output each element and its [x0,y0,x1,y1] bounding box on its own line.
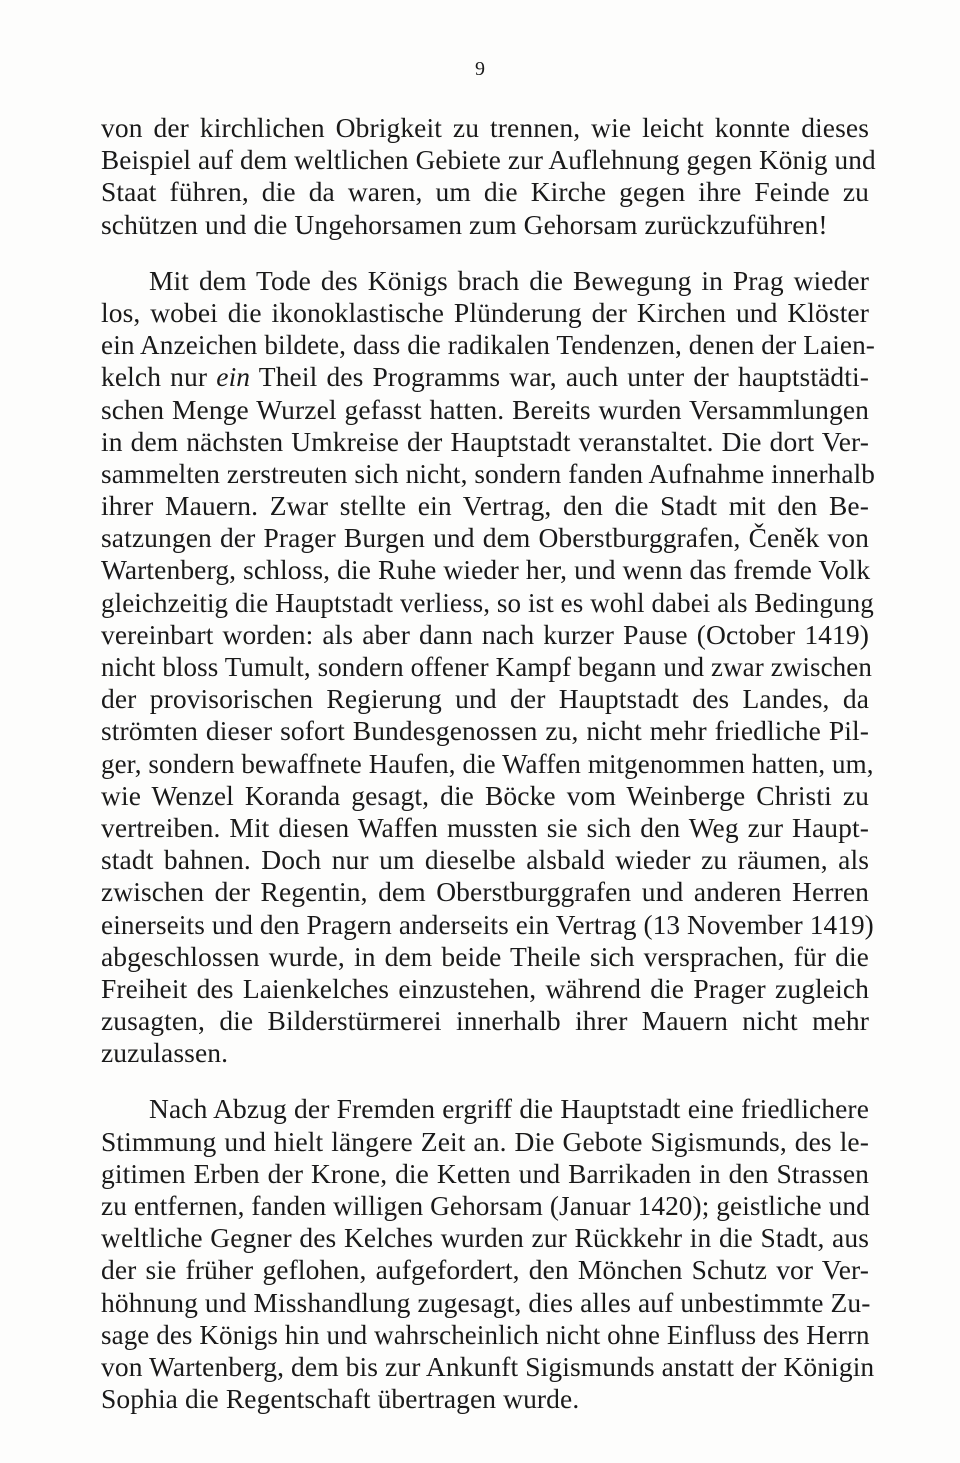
text-line: nicht bloss Tumult, sondern offener Kampf begann und zwar zwischen [101,652,872,682]
emphasis: ein [216,361,251,393]
text-line: einerseits und den Pragern anderseits ein Vertrag (13 November 1419) [101,909,874,940]
text-line: Nach Abzug der Fremden ergriff die Hauptstadt eine friedlichere [149,1093,869,1125]
text-line: von Wartenberg, dem bis zur Ankunft Sigismunds anstatt der Königin [101,1350,875,1382]
text-line: von der kirchlichen Obrigkeit zu trennen, wie leicht konnte dieses [101,112,869,143]
text-line: stadt bahnen. Doch nur um dieselbe alsbald wieder zu räumen, als [101,844,869,876]
text-line: schützen und die Ungehorsamen zum Gehorsam zurückzuführen! [101,208,828,240]
text-line: zu entfernen, fanden willigen Gehorsam (Januar 1420); geistliche und [101,1191,870,1221]
text-line: der sie früher geflohen, aufgefordert, den Mönchen Schutz vor Ver- [101,1254,869,1286]
text-line: satzungen der Prager Burgen und dem Oberstburggrafen, Čeněk von [101,522,869,554]
text-line: gitimen Erben der Krone, die Ketten und Barrikaden in den Strassen [101,1157,869,1189]
text-line: kelch nur ein Theil des Programms war, auch unter der hauptstädti- [101,361,869,393]
text-line: Mit dem Tode des Königs brach die Bewegung in Prag wieder [149,264,869,296]
text-line: in dem nächsten Umkreise der Hauptstadt veranstaltet. Die dort Ver- [101,425,869,457]
paragraph-gap [101,241,869,265]
text-line: ein Anzeichen bildete, dass die radikalen Tendenzen, denen der Laien- [101,330,875,361]
paragraph-1 [101,112,876,241]
text-line: los, wobei die ikonoklastische Plünderung der Kirchen und Klöster [101,296,869,328]
text-line: Stimmung und hielt längere Zeit an. Die Gebote Sigismunds, des le- [101,1125,869,1157]
text-line: zusagten, die Bilderstürmerei innerhalb ihrer Mauern nicht mehr [101,1005,869,1037]
text-line: Beispiel auf dem weltlichen Gebiete zur Auflehnung gegen König und [101,145,876,176]
text-line: ger, sondern bewaffnete Haufen, die Waffen mitgenommen hatten, um, [101,748,874,779]
page-number: 9 [475,58,485,80]
text-line: Sophia die Regentschaft übertragen wurde. [101,1383,580,1415]
paragraph-2 [101,264,875,1070]
text-line: gleichzeitig die Hauptstadt verliess, so ist es wohl dabei als Bedingung [101,587,874,618]
text-line: vertreiben. Mit diesen Waffen mussten sie sich den Weg zur Haupt- [101,811,869,843]
text-line: Staat führen, die da waren, um die Kirche gegen ihre Feinde zu [101,176,869,208]
text-line: höhnung und Misshandlung zugesagt, dies alles auf unbestimmte Zu- [101,1286,871,1318]
text-line: sammelten zerstreuten sich nicht, sondern fanden Aufnahme innerhalb [101,458,875,489]
text-line: ihrer Mauern. Zwar stellte ein Vertrag, den die Stadt mit den Be- [101,490,869,522]
text-line: strömten dieser sofort Bundesgenossen zu, nicht mehr friedliche Pil- [101,715,869,747]
text-line: Freiheit des Laienkelches einzustehen, während die Prager zugleich [101,972,869,1004]
text-line: schen Menge Wurzel gefasst hatten. Bereits wurden Versammlungen [101,393,869,425]
text-line: abgeschlossen wurde, in dem beide Theile sich versprachen, für die [101,940,869,972]
text-line: vereinbart worden: als aber dann nach kurzer Pause (October 1419) [101,618,869,650]
text-line: sage des Königs hin und wahrscheinlich nicht ohne Einfluss des Herrn [101,1319,870,1350]
text-line: Wartenberg, schloss, die Ruhe wieder her, und wenn das fremde Volk [101,554,871,586]
text-line: zwischen der Regentin, dem Oberstburggrafen und anderen Herren [101,876,869,908]
paragraph-3 [101,1093,875,1415]
paragraph-gap [101,1069,869,1093]
text-line: zuzulassen. [101,1037,229,1069]
body-text [101,112,876,1415]
text-line: wie Wenzel Koranda gesagt, die Böcke vom Weinberge Christi zu [101,779,869,811]
text-line: weltliche Gegner des Kelches wurden zur Rückkehr in die Stadt, aus [101,1222,869,1254]
text-line: der provisorischen Regierung und der Hauptstadt des Landes, da [101,683,869,715]
